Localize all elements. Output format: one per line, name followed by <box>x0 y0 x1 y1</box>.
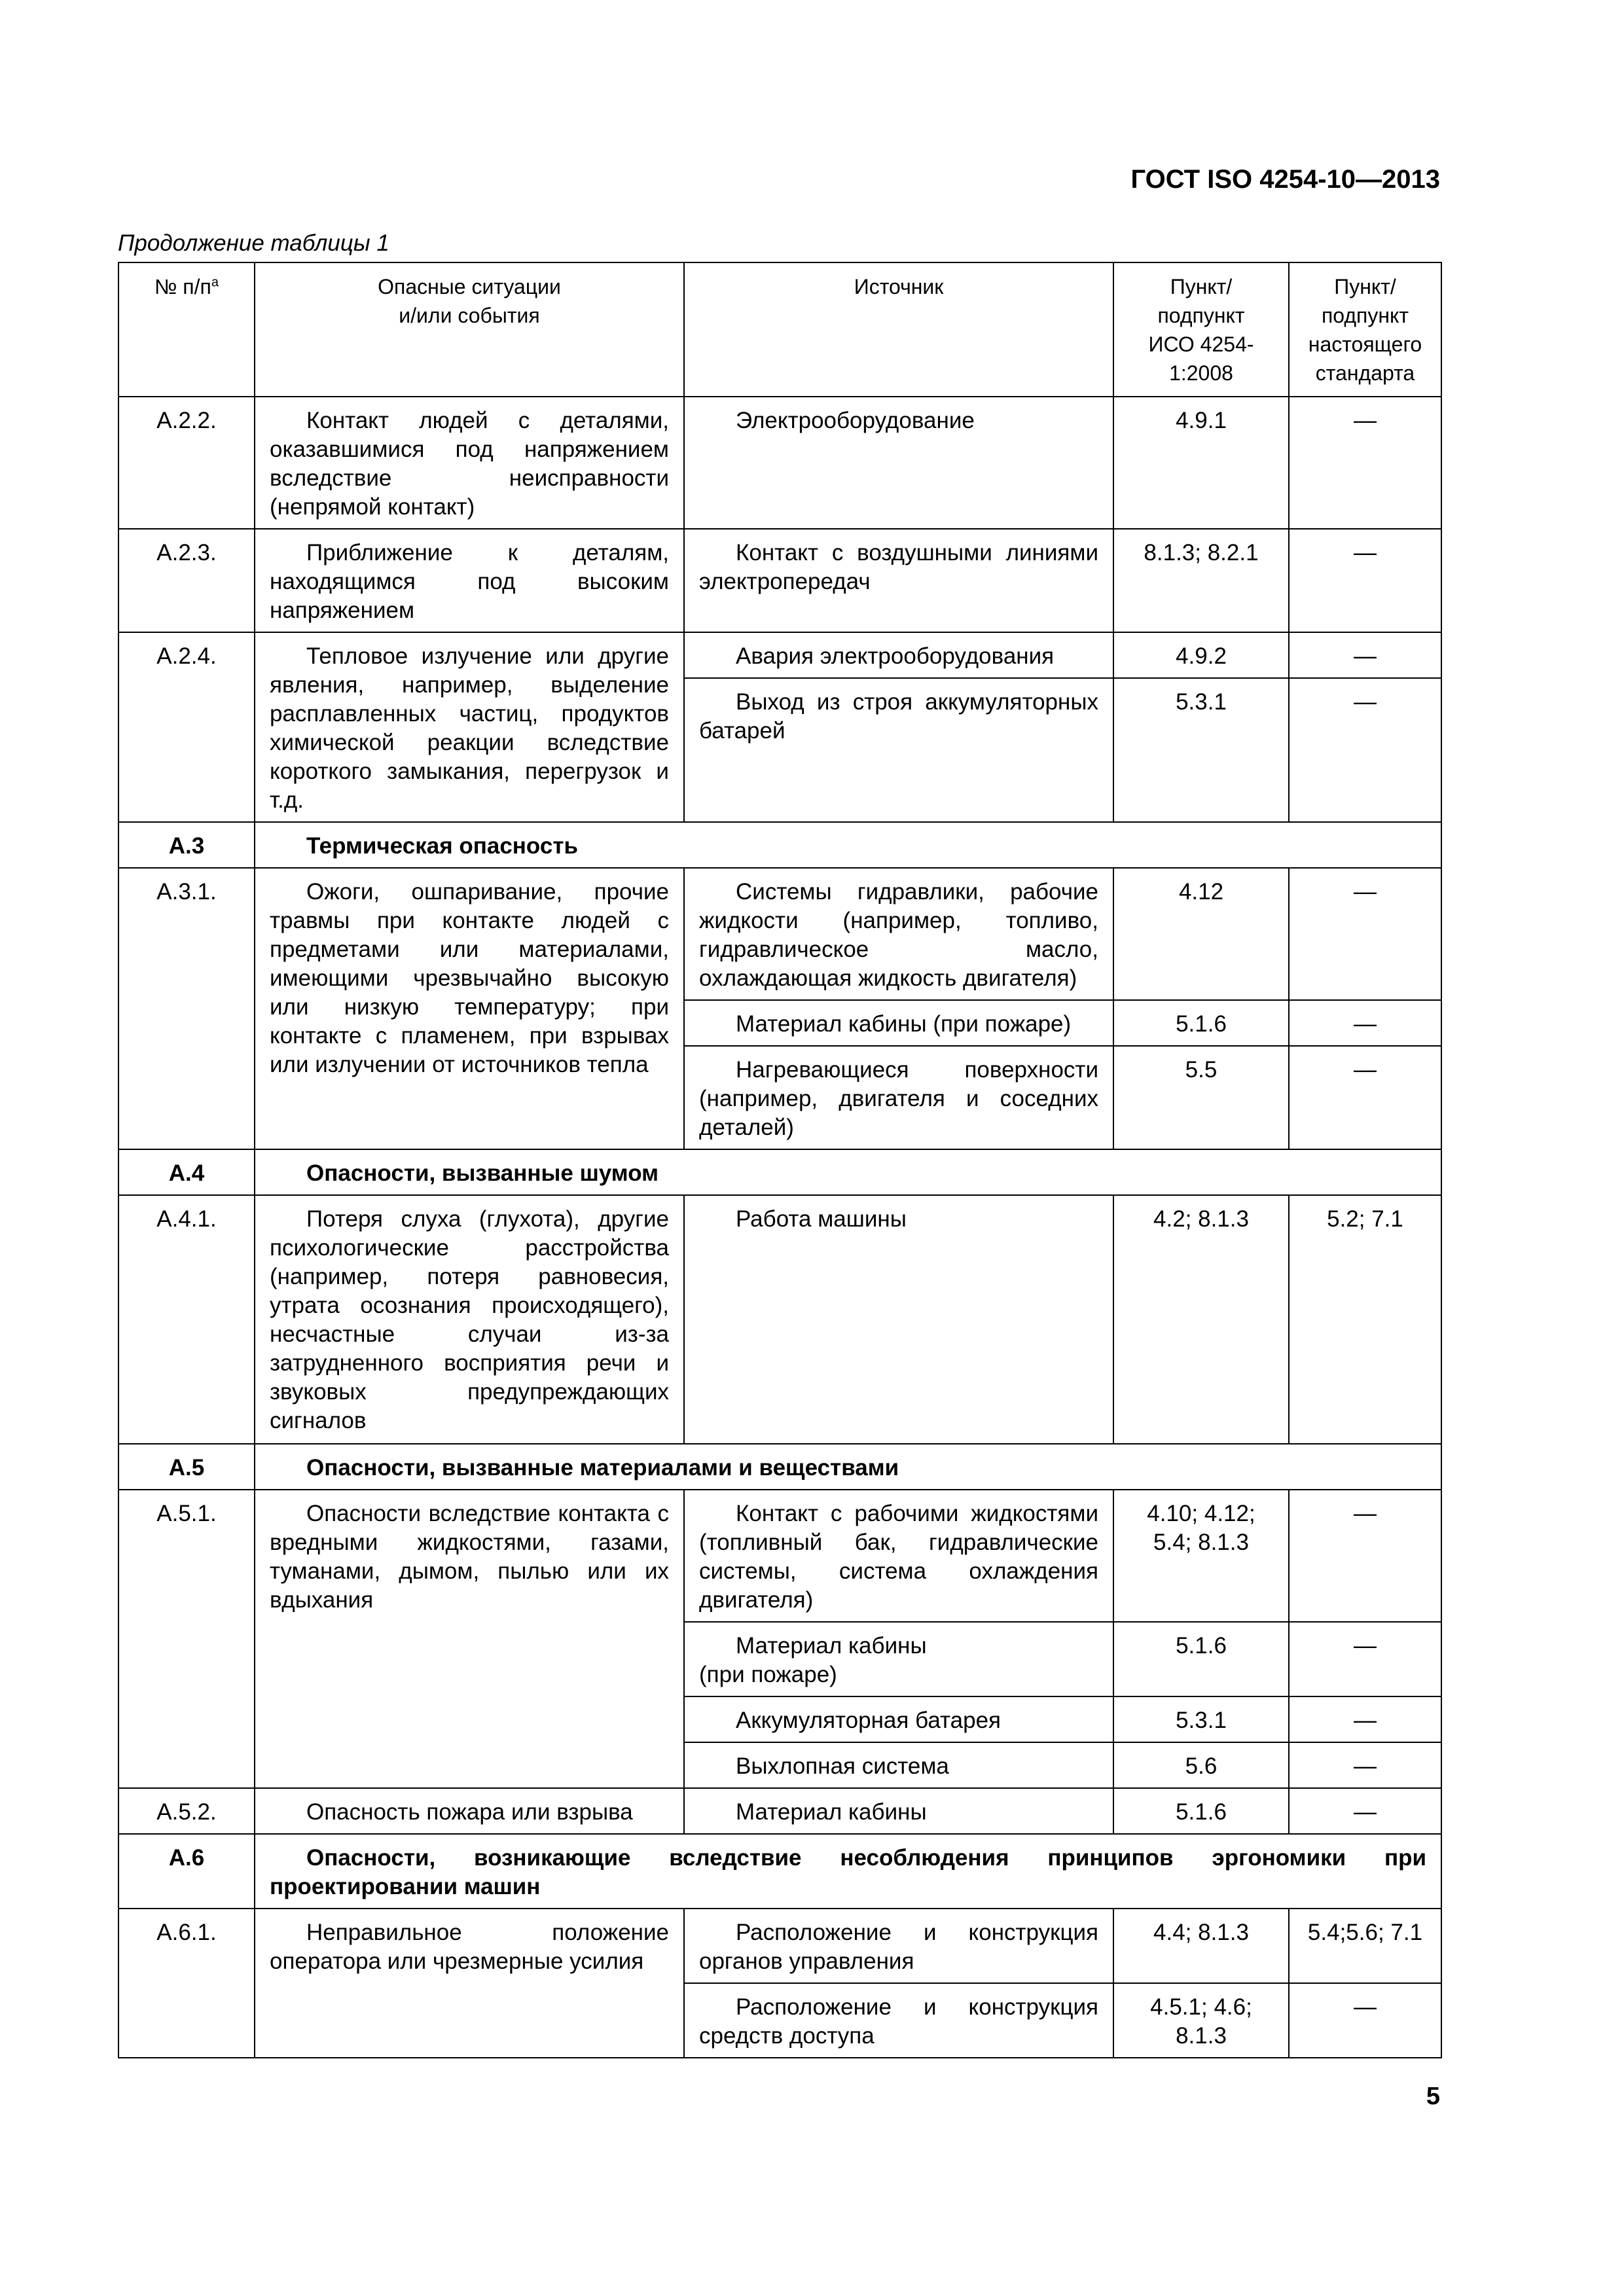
std-clause: — <box>1289 678 1441 822</box>
section-title: Опасности, вызванные шумом <box>255 1149 1441 1195</box>
std-clause: — <box>1289 632 1441 678</box>
iso-clause: 5.1.6 <box>1113 1000 1289 1046</box>
std-clause: — <box>1289 1742 1441 1788</box>
section-row <box>118 1834 1441 1909</box>
std-clause: — <box>1289 868 1441 1000</box>
iso-clause: 4.2; 8.1.3 <box>1113 1195 1289 1444</box>
hazards-table <box>118 262 1442 2058</box>
hazard-source: Контакт с воздушными линиями электропередач <box>684 529 1113 632</box>
col-header-std-clause: Пункт/ подпункт настоящего стандарта <box>1289 262 1441 397</box>
std-clause: — <box>1289 1788 1441 1834</box>
hazard-situation: Потеря слуха (глухота), другие психологические расстройства (например, потеря равновесия, утрата осознания происходящего), несчастные случаи из-за затрудненного восприятия речи и звуковых предупреждающих сигналов <box>255 1195 684 1444</box>
section-row <box>118 1444 1441 1490</box>
row-number: А.6.1. <box>118 1909 255 2058</box>
section-number: А.4 <box>118 1149 255 1195</box>
iso-clause: 4.10; 4.12; 5.4; 8.1.3 <box>1113 1490 1289 1622</box>
section-title: Термическая опасность <box>255 822 1441 868</box>
std-clause: — <box>1289 397 1441 529</box>
std-clause: — <box>1289 1000 1441 1046</box>
iso-clause: 4.12 <box>1113 868 1289 1000</box>
table-row <box>118 397 1441 529</box>
section-title: Опасности, вызванные материалами и веществами <box>255 1444 1441 1490</box>
row-number: А.2.3. <box>118 529 255 632</box>
std-clause: — <box>1289 1490 1441 1622</box>
hazard-source: Расположение и конструкция органов управления <box>684 1909 1113 1983</box>
std-clause: — <box>1289 1983 1441 2058</box>
std-clause: 5.4;5.6; 7.1 <box>1289 1909 1441 1983</box>
hazard-source: Материал кабины <box>684 1788 1113 1834</box>
std-clause: — <box>1289 1696 1441 1742</box>
hazard-situation: Опасность пожара или взрыва <box>255 1788 684 1834</box>
section-title: Опасности, возникающие вследствие несоблюдения принципов эргономики при проектировании машин <box>255 1834 1441 1909</box>
hazard-situation: Неправильное положение оператора или чрезмерные усилия <box>255 1909 684 2058</box>
hazard-source: Нагревающиеся поверхности (например, двигателя и соседних деталей) <box>684 1046 1113 1149</box>
iso-clause: 4.9.2 <box>1113 632 1289 678</box>
hazard-situation: Контакт людей с деталями, оказавшимися под напряжением вследствие неисправности (непрямой контакт) <box>255 397 684 529</box>
hazard-source: Авария электрооборудования <box>684 632 1113 678</box>
col-header-num: № $п/п^a$ <box>118 262 255 397</box>
hazard-situation: Опасности вследствие контакта с вредными жидкостями, газами, туманами, дымом, пылью или их вдыхания <box>255 1490 684 1788</box>
iso-clause: 5.3.1 <box>1113 1696 1289 1742</box>
table-row <box>118 1788 1441 1834</box>
iso-clause: 5.5 <box>1113 1046 1289 1149</box>
page-number: 5 <box>1426 2083 1440 2110</box>
col-header-situations: Опасные ситуации и/или события <box>255 262 684 397</box>
iso-clause: 8.1.3; 8.2.1 <box>1113 529 1289 632</box>
std-clause: — <box>1289 1046 1441 1149</box>
hazard-situation: Тепловое излучение или другие явления, например, выделение расплавленных частиц, продуктов химической реакции вследствие короткого замыкания, перегрузок и т.д. <box>255 632 684 822</box>
table-row <box>118 632 1441 678</box>
hazard-source: Системы гидравлики, рабочие жидкости (например, топливо, гидравлическое масло, охлаждающая жидкость двигателя) <box>684 868 1113 1000</box>
iso-clause: 4.5.1; 4.6; 8.1.3 <box>1113 1983 1289 2058</box>
iso-clause: 5.1.6 <box>1113 1788 1289 1834</box>
hazard-source: Расположение и конструкция средств доступа <box>684 1983 1113 2058</box>
table-row <box>118 1490 1441 1622</box>
iso-clause: 5.1.6 <box>1113 1622 1289 1696</box>
hazard-source: Электрооборудование <box>684 397 1113 529</box>
table-row <box>118 1195 1441 1444</box>
std-clause: — <box>1289 1622 1441 1696</box>
col-header-iso-clause: Пункт/ подпункт ИСО 4254- 1:2008 <box>1113 262 1289 397</box>
row-number: А.3.1. <box>118 868 255 1149</box>
hazard-situation: Приближение к деталям, находящимся под высоким напряжением <box>255 529 684 632</box>
section-number: А.6 <box>118 1834 255 1909</box>
std-clause: 5.2; 7.1 <box>1289 1195 1441 1444</box>
table-row <box>118 868 1441 1000</box>
table-row <box>118 1909 1441 1983</box>
hazard-source: Аккумуляторная батарея <box>684 1696 1113 1742</box>
hazard-source: Выход из строя аккумуляторных батарей <box>684 678 1113 822</box>
col-header-source: Источник <box>684 262 1113 397</box>
hazard-source: Материал кабины (при пожаре) <box>684 1622 1113 1696</box>
table-row <box>118 529 1441 632</box>
iso-clause: 5.3.1 <box>1113 678 1289 822</box>
hazard-situation: Ожоги, ошпаривание, прочие травмы при контакте людей с предметами или материалами, имеющими чрезвычайно высокую или низкую температуру; при контакте с пламенем, при взрывах или излучении от источников тепла <box>255 868 684 1149</box>
hazard-source: Выхлопная система <box>684 1742 1113 1788</box>
std-clause: — <box>1289 529 1441 632</box>
section-row <box>118 1149 1441 1195</box>
iso-clause: 5.6 <box>1113 1742 1289 1788</box>
row-number: А.5.2. <box>118 1788 255 1834</box>
section-number: А.5 <box>118 1444 255 1490</box>
row-number: А.5.1. <box>118 1490 255 1788</box>
hazard-source: Материал кабины (при пожаре) <box>684 1000 1113 1046</box>
table-caption: Продолжение таблицы 1 <box>118 230 389 256</box>
section-number: А.3 <box>118 822 255 868</box>
hazard-source: Контакт с рабочими жидкостями (топливный бак, гидравлические системы, система охлаждения двигателя) <box>684 1490 1113 1622</box>
row-number: А.2.4. <box>118 632 255 822</box>
row-number: А.2.2. <box>118 397 255 529</box>
document-standard-code: ГОСТ ISO 4254-10—2013 <box>1130 165 1440 194</box>
iso-clause: 4.4; 8.1.3 <box>1113 1909 1289 1983</box>
row-number: А.4.1. <box>118 1195 255 1444</box>
section-row <box>118 822 1441 868</box>
hazard-source: Работа машины <box>684 1195 1113 1444</box>
iso-clause: 4.9.1 <box>1113 397 1289 529</box>
table-header-row <box>118 262 1441 397</box>
